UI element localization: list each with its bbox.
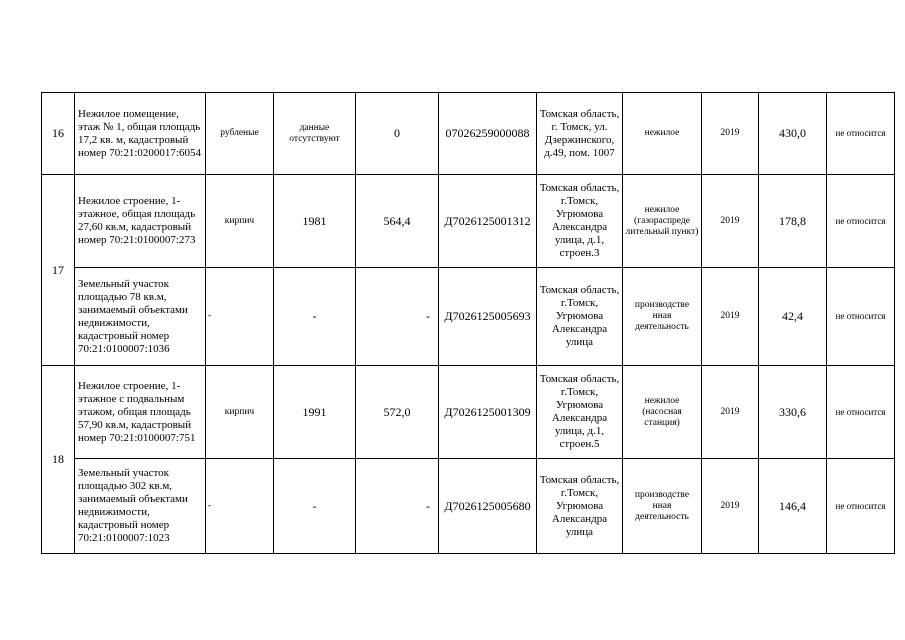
year-built: 1991 xyxy=(274,366,356,459)
table-row xyxy=(42,93,895,175)
wall-material: кирпич xyxy=(206,175,274,268)
valuation-year: 2019 xyxy=(702,93,759,175)
relation-status: не относится xyxy=(827,175,895,268)
cadastral-value: 42,4 xyxy=(759,268,827,366)
valuation-year: 2019 xyxy=(702,175,759,268)
row-number: 16 xyxy=(42,93,75,175)
year-built: данные отсутствуют xyxy=(274,93,356,175)
wall-material: - xyxy=(206,459,274,554)
object-description: Нежилое строение, 1-этажное с подвальным этажом, общая площадь 57,90 кв.м, кадастровый номер 70:21:0100007:751 xyxy=(75,366,206,459)
table-row xyxy=(42,366,895,459)
object-address: Томская область, г. Томск, ул. Дзержинского, д.49, пом. 1007 xyxy=(537,93,623,175)
valuation-year: 2019 xyxy=(702,366,759,459)
wear-value: - xyxy=(356,268,439,366)
relation-status: не относится xyxy=(827,366,895,459)
cadastral-value: 330,6 xyxy=(759,366,827,459)
wear-value: 564,4 xyxy=(356,175,439,268)
cadastral-value: 146,4 xyxy=(759,459,827,554)
object-description: Земельный участок площадью 302 кв.м, занимаемый объектами недвижимости, кадастровый номер 70:21:0100007:1023 xyxy=(75,459,206,554)
wall-material: рубленые xyxy=(206,93,274,175)
year-built: - xyxy=(274,268,356,366)
table-row xyxy=(42,268,895,366)
wear-value: 572,0 xyxy=(356,366,439,459)
object-purpose: нежилое xyxy=(623,93,702,175)
cadastral-value: 178,8 xyxy=(759,175,827,268)
inventory-number: 07026259000088 xyxy=(439,93,537,175)
object-description: Земельный участок площадью 78 кв.м, занимаемый объектами недвижимости, кадастровый номер 70:21:0100007:1036 xyxy=(75,268,206,366)
object-address: Томская область, г.Томск, Угрюмова Александра улица, д.1, строен.3 xyxy=(537,175,623,268)
relation-status: не относится xyxy=(827,93,895,175)
wall-material: - xyxy=(206,268,274,366)
inventory-number: Д7026125001309 xyxy=(439,366,537,459)
year-built: - xyxy=(274,459,356,554)
row-number: 17 xyxy=(42,175,75,366)
object-purpose: нежилое (насосная станция) xyxy=(623,366,702,459)
inventory-number: Д7026125005693 xyxy=(439,268,537,366)
object-purpose: производстве нная деятельность xyxy=(623,268,702,366)
object-purpose: нежилое (газораспреде лительный пункт) xyxy=(623,175,702,268)
year-built: 1981 xyxy=(274,175,356,268)
table-row xyxy=(42,175,895,268)
wear-value: 0 xyxy=(356,93,439,175)
cadastral-value: 430,0 xyxy=(759,93,827,175)
object-address: Томская область, г.Томск, Угрюмова Александра улица xyxy=(537,268,623,366)
object-description: Нежилое помещение, этаж № 1, общая площадь 17,2 кв. м, кадастровый номер 70:21:0200017:6054 xyxy=(75,93,206,175)
valuation-year: 2019 xyxy=(702,459,759,554)
inventory-number: Д7026125005680 xyxy=(439,459,537,554)
object-address: Томская область, г.Томск, Угрюмова Александра улица xyxy=(537,459,623,554)
relation-status: не относится xyxy=(827,268,895,366)
row-number: 18 xyxy=(42,366,75,554)
wear-value: - xyxy=(356,459,439,554)
property-register-table xyxy=(41,92,895,554)
object-address: Томская область, г.Томск, Угрюмова Александра улица, д.1, строен.5 xyxy=(537,366,623,459)
object-purpose: производстве нная деятельность xyxy=(623,459,702,554)
object-description: Нежилое строение, 1-этажное, общая площадь 27,60 кв.м, кадастровый номер 70:21:0100007:273 xyxy=(75,175,206,268)
wall-material: кирпич xyxy=(206,366,274,459)
valuation-year: 2019 xyxy=(702,268,759,366)
relation-status: не относится xyxy=(827,459,895,554)
table-row xyxy=(42,459,895,554)
inventory-number: Д7026125001312 xyxy=(439,175,537,268)
